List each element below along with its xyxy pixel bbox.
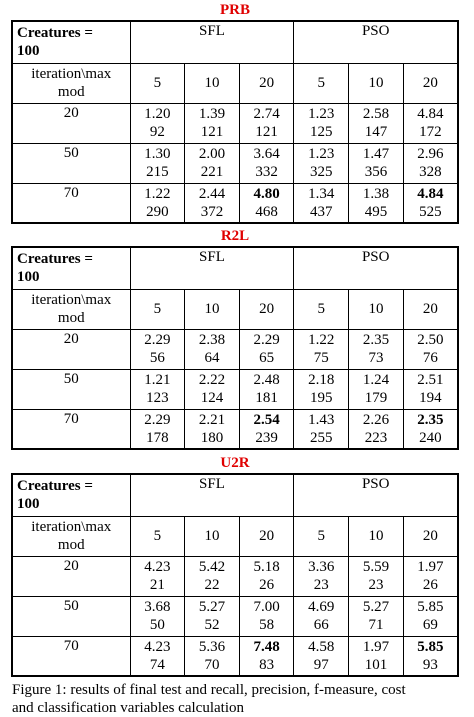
cell-value: 5.27: [198, 599, 226, 615]
cell-value: 5.27: [362, 599, 390, 615]
table-cell: [185, 636, 240, 676]
mod-header: 20: [239, 63, 294, 103]
cell-value: 2.44: [198, 185, 226, 202]
table-cell: [403, 596, 458, 636]
table-cell: [294, 596, 349, 636]
cell-value: 5.18: [253, 559, 280, 575]
cell-count: 180: [200, 429, 224, 446]
table-cell: [294, 409, 349, 449]
row-label: 20: [12, 103, 130, 143]
corner-header: [12, 474, 130, 516]
cell-value: 1.23: [308, 146, 335, 162]
table-cell: [239, 143, 294, 183]
cell-value: 2.48: [253, 372, 280, 388]
cell-count: 93: [422, 656, 438, 673]
cell-value: 2.51: [417, 372, 444, 388]
cell-count: 76: [422, 350, 438, 366]
cell-value: 2.29: [144, 332, 171, 348]
cell-value: 4.23: [144, 559, 171, 575]
cell-value: 1.97: [417, 559, 444, 575]
cell-count: 372: [200, 203, 224, 220]
cell-count: 22: [204, 577, 220, 593]
table-cell: [130, 556, 185, 596]
iteration-label: [12, 516, 130, 556]
table-cell: [294, 183, 349, 223]
table-row: [12, 409, 458, 449]
cell-value: 1.20: [144, 106, 171, 122]
section-title-prb: PRB: [220, 2, 250, 18]
cell-value: 2.22: [198, 372, 226, 388]
cell-value: 2.38: [198, 332, 226, 348]
section-title-u2r: U2R: [220, 455, 250, 471]
cell-value: 4.80: [253, 185, 280, 202]
cell-count: 71: [368, 617, 384, 633]
cell-value: 1.34: [308, 185, 335, 202]
table-cell: [349, 183, 404, 223]
table-cell: [403, 556, 458, 596]
cell-count: 223: [364, 429, 388, 446]
cell-value: 2.54: [253, 411, 280, 428]
table-cell: [349, 143, 404, 183]
cell-value: 4.23: [144, 638, 171, 655]
cell-value: 1.22: [144, 185, 171, 202]
cell-count: 239: [255, 429, 278, 446]
cell-count: 125: [310, 124, 333, 140]
table-header-row: [12, 247, 458, 289]
table-header-row: [12, 21, 458, 63]
cell-value: 2.29: [253, 332, 280, 348]
cell-count: 437: [310, 203, 333, 220]
mod-header-row: [12, 289, 458, 329]
cell-count: 179: [364, 390, 388, 406]
cell-count: 69: [422, 617, 438, 633]
mod-header: 20: [403, 516, 458, 556]
cell-value: 2.35: [362, 332, 390, 348]
cell-count: 495: [364, 203, 388, 220]
cell-count: 75: [313, 350, 329, 366]
table-cell: [130, 596, 185, 636]
cell-value: 5.85: [417, 599, 444, 615]
iteration-label-line2: mod: [57, 84, 85, 100]
cell-value: 1.22: [308, 332, 335, 348]
cell-value: 2.74: [253, 106, 280, 122]
cell-count: 468: [255, 203, 278, 220]
cell-count: 332: [255, 164, 278, 180]
corner-line1: Creatures =: [17, 25, 93, 42]
table-cell: [239, 183, 294, 223]
row-label: 70: [12, 409, 130, 449]
cell-value: 2.58: [362, 106, 390, 122]
cell-count: 356: [364, 164, 388, 180]
corner-header: [12, 247, 130, 289]
cell-value: 5.59: [362, 559, 390, 575]
group-header-sfl: SFL: [130, 247, 294, 289]
group-header-pso: PSO: [294, 247, 458, 289]
cell-value: 3.68: [144, 599, 171, 615]
cell-value: 7.00: [253, 599, 280, 615]
row-label: 50: [12, 143, 130, 183]
cell-count: 328: [419, 164, 442, 180]
table-cell: [403, 369, 458, 409]
cell-value: 1.24: [362, 372, 390, 388]
cell-count: 92: [149, 124, 165, 140]
cell-value: 2.50: [417, 332, 444, 348]
table-cell: [185, 369, 240, 409]
mod-header: 10: [185, 63, 240, 103]
caption-line1: Figure 1: results of final test and recall, precision, f-measure, cost: [12, 682, 406, 698]
mod-header: 10: [349, 289, 404, 329]
iteration-label-line1: iteration\max: [31, 519, 112, 535]
cell-count: 195: [310, 390, 333, 406]
cell-value: 3.64: [253, 146, 280, 162]
table-cell: [185, 183, 240, 223]
table-cell: [294, 636, 349, 676]
table-cell: [403, 409, 458, 449]
caption-line2: and classification variables calculation: [12, 700, 244, 716]
cell-count: 255: [310, 429, 333, 446]
row-label: 50: [12, 596, 130, 636]
table-cell: [349, 369, 404, 409]
cell-value: 1.43: [308, 411, 335, 428]
group-header-sfl: SFL: [130, 474, 294, 516]
table-row: [12, 596, 458, 636]
table-row: [12, 103, 458, 143]
mod-header: 20: [239, 516, 294, 556]
mod-header: 20: [403, 63, 458, 103]
mod-header: 10: [185, 289, 240, 329]
cell-value: 2.29: [144, 411, 171, 428]
cell-value: 2.35: [417, 411, 444, 428]
group-header-pso: PSO: [294, 21, 458, 63]
cell-value: 1.39: [198, 106, 226, 122]
iteration-label-line1: iteration\max: [31, 66, 112, 82]
iteration-label-line1: iteration\max: [31, 292, 112, 308]
row-label: 20: [12, 329, 130, 369]
table-row: [12, 369, 458, 409]
table-cell: [130, 329, 185, 369]
cell-count: 147: [364, 124, 388, 140]
cell-count: 58: [259, 617, 275, 633]
table-row: [12, 636, 458, 676]
table-cell: [185, 143, 240, 183]
table-cell: [239, 409, 294, 449]
table-cell: [185, 556, 240, 596]
table-cell: [403, 329, 458, 369]
mod-header: 5: [130, 516, 185, 556]
table-cell: [403, 143, 458, 183]
table-header-row: [12, 474, 458, 516]
cell-count: 73: [368, 350, 384, 366]
cell-count: 26: [259, 577, 275, 593]
table-cell: [130, 183, 185, 223]
cell-value: 2.21: [198, 411, 226, 428]
cell-value: 1.21: [144, 372, 171, 388]
cell-count: 74: [149, 656, 165, 673]
cell-value: 5.85: [417, 638, 444, 655]
group-header-sfl: SFL: [130, 21, 294, 63]
cell-count: 124: [200, 390, 224, 406]
cell-value: 1.30: [144, 146, 171, 162]
mod-header: 20: [239, 289, 294, 329]
cell-count: 121: [200, 124, 224, 140]
table-cell: [185, 329, 240, 369]
mod-header: 10: [349, 516, 404, 556]
table-cell: [185, 409, 240, 449]
table-cell: [294, 103, 349, 143]
cell-count: 178: [146, 429, 169, 446]
results-table-r2l: [11, 246, 459, 450]
iteration-label: [12, 289, 130, 329]
mod-header: 10: [185, 516, 240, 556]
section-title-r2l: R2L: [220, 228, 250, 244]
cell-value: 2.18: [308, 372, 335, 388]
mod-header: 5: [294, 516, 349, 556]
table-cell: [349, 556, 404, 596]
table-cell: [349, 636, 404, 676]
corner-line1: Creatures =: [17, 478, 93, 495]
mod-header: 20: [403, 289, 458, 329]
cell-count: 240: [419, 429, 442, 446]
table-cell: [294, 556, 349, 596]
table-cell: [294, 329, 349, 369]
cell-value: 1.47: [362, 146, 390, 162]
cell-count: 172: [419, 124, 442, 140]
table-cell: [185, 596, 240, 636]
cell-value: 1.23: [308, 106, 335, 122]
mod-header: 10: [349, 63, 404, 103]
cell-count: 194: [419, 390, 442, 406]
table-cell: [130, 409, 185, 449]
cell-count: 290: [146, 203, 169, 220]
group-header-pso: PSO: [294, 474, 458, 516]
cell-value: 2.00: [198, 146, 226, 162]
cell-count: 64: [204, 350, 220, 366]
table-row: [12, 143, 458, 183]
mod-header-row: [12, 63, 458, 103]
cell-value: 7.48: [253, 638, 280, 655]
cell-count: 21: [149, 577, 165, 593]
row-label: 70: [12, 183, 130, 223]
cell-count: 101: [364, 656, 388, 673]
cell-count: 65: [259, 350, 275, 366]
table-cell: [294, 143, 349, 183]
table-cell: [239, 596, 294, 636]
mod-header: 5: [294, 63, 349, 103]
corner-line1: Creatures =: [17, 251, 93, 268]
iteration-label: [12, 63, 130, 103]
table-cell: [239, 556, 294, 596]
table-cell: [349, 329, 404, 369]
cell-count: 221: [200, 164, 224, 180]
table-cell: [130, 143, 185, 183]
iteration-label-line2: mod: [57, 537, 85, 553]
corner-header: [12, 21, 130, 63]
row-label: 70: [12, 636, 130, 676]
table-cell: [130, 636, 185, 676]
cell-value: 3.36: [308, 559, 335, 575]
table-cell: [349, 103, 404, 143]
cell-count: 50: [149, 617, 165, 633]
table-cell: [239, 369, 294, 409]
mod-header: 5: [294, 289, 349, 329]
cell-count: 52: [204, 617, 220, 633]
row-label: 50: [12, 369, 130, 409]
cell-count: 525: [419, 203, 442, 220]
corner-line2: 100: [17, 496, 40, 513]
cell-count: 23: [313, 577, 329, 593]
cell-count: 123: [146, 390, 169, 406]
table-cell: [403, 183, 458, 223]
table-cell: [185, 103, 240, 143]
mod-header-row: [12, 516, 458, 556]
cell-value: 4.69: [308, 599, 335, 615]
cell-count: 83: [259, 656, 275, 673]
iteration-label-line2: mod: [57, 310, 85, 326]
cell-count: 70: [204, 656, 220, 673]
table-cell: [239, 329, 294, 369]
cell-count: 215: [146, 164, 169, 180]
row-label: 20: [12, 556, 130, 596]
cell-value: 1.97: [362, 638, 390, 655]
cell-count: 97: [313, 656, 329, 673]
table-row: [12, 329, 458, 369]
results-table-prb: [11, 20, 459, 224]
cell-value: 4.84: [417, 106, 444, 122]
table-cell: [239, 103, 294, 143]
table-cell: [349, 596, 404, 636]
cell-count: 181: [255, 390, 278, 406]
cell-value: 4.84: [417, 185, 444, 202]
mod-header: 5: [130, 289, 185, 329]
table-row: [12, 183, 458, 223]
cell-value: 5.36: [198, 638, 226, 655]
cell-value: 2.96: [417, 146, 444, 162]
table-cell: [403, 103, 458, 143]
cell-value: 4.58: [308, 638, 335, 655]
cell-count: 23: [368, 577, 384, 593]
table-cell: [349, 409, 404, 449]
cell-value: 5.42: [198, 559, 226, 575]
cell-value: 1.38: [362, 185, 390, 202]
corner-line2: 100: [17, 269, 40, 286]
cell-count: 26: [422, 577, 438, 593]
table-cell: [403, 636, 458, 676]
cell-count: 325: [310, 164, 333, 180]
corner-line2: 100: [17, 43, 40, 60]
cell-count: 121: [255, 124, 278, 140]
table-cell: [130, 369, 185, 409]
mod-header: 5: [130, 63, 185, 103]
table-row: [12, 556, 458, 596]
table-cell: [130, 103, 185, 143]
cell-count: 56: [149, 350, 165, 366]
cell-count: 66: [313, 617, 329, 633]
cell-value: 2.26: [362, 411, 390, 428]
results-table-u2r: [11, 473, 459, 677]
table-cell: [294, 369, 349, 409]
table-cell: [239, 636, 294, 676]
